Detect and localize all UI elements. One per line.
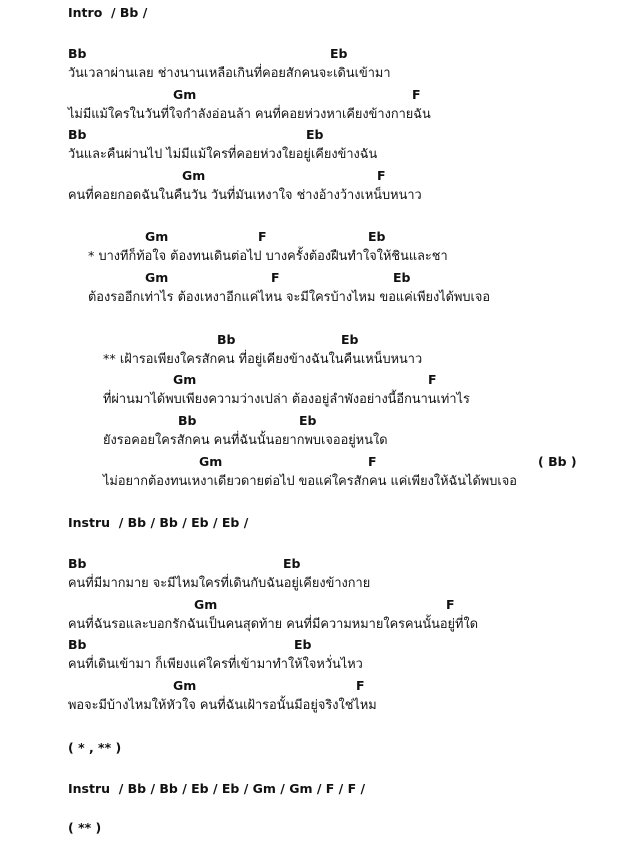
lyric-line: คนที่มีมากมาย จะมีไหมใครที่เดินกับฉันอยู่เคียงข้างกาย <box>68 576 371 591</box>
lyric-line: ยังรอคอยใครสักคน คนที่ฉันนั้นอยากพบเจออยู่หนใด <box>103 433 388 448</box>
chord: Eb <box>393 270 411 285</box>
chord: Eb <box>299 413 317 428</box>
lyric-line: คนที่เดินเข้ามา ก็เพียงแค่ใครที่เข้ามาทำให้ใจหวั่นไหว <box>68 657 363 672</box>
chord: F <box>412 87 421 102</box>
chord: Gm <box>145 270 169 285</box>
chord: Bb <box>68 127 87 142</box>
chord: Bb <box>217 332 236 347</box>
chord: Eb <box>306 127 324 142</box>
chord: F <box>446 597 455 612</box>
chord: ( Bb ) <box>538 454 577 469</box>
lyric-line: ไม่มีแม้ใครในวันที่ใจกำลังอ่อนล้า คนที่คอยห่วงหาเคียงข้างกายฉัน <box>68 107 431 122</box>
chord: Gm <box>194 597 218 612</box>
chord: Eb <box>330 46 348 61</box>
chord: F <box>377 168 386 183</box>
lyric-line: ** เฝ้ารอเพียงใครสักคน ที่อยู่เคียงข้างฉันในคืนเหน็บหนาว <box>103 352 423 367</box>
chord: Bb <box>68 556 87 571</box>
chord: Gm <box>173 87 197 102</box>
chord: Gm <box>173 372 197 387</box>
lyric-line: ที่ผ่านมาได้พบเพียงความว่างเปล่า ต้องอยู่ลำพังอย่างนี้อีกนานเท่าไร <box>103 392 470 407</box>
intro-line: Intro / Bb / <box>68 5 148 20</box>
chord: Gm <box>145 229 169 244</box>
chord: Eb <box>294 637 312 652</box>
chord: Eb <box>283 556 301 571</box>
chord: Gm <box>173 678 197 693</box>
chord: Bb <box>68 46 87 61</box>
instrumental-line: Instru / Bb / Bb / Eb / Eb / <box>68 515 249 530</box>
lyric-line: คนที่ฉันรอและบอกรักฉันเป็นคนสุดท้าย คนที่มีความหมายใครคนนั้นอยู่ที่ใด <box>68 617 478 632</box>
chord: F <box>368 454 377 469</box>
lyric-line: พอจะมีบ้างไหมให้หัวใจ คนที่ฉันเฝ้ารอนั้นมีอยู่จริงใช่ไหม <box>68 698 377 713</box>
lyric-line: ไม่อยากต้องทนเหงาเดียวดายต่อไป ขอแค่ใครสักคน แค่เพียงให้ฉันได้พบเจอ <box>103 474 517 489</box>
lyric-line: วันและคืนผ่านไป ไม่มีแม้ใครที่คอยห่วงใยอยู่เคียงข้างฉัน <box>68 147 378 162</box>
chord: Bb <box>68 637 87 652</box>
chord: F <box>428 372 437 387</box>
lyric-line: ต้องรออีกเท่าไร ต้องเหงาอีกแค่ไหน จะมีใครบ้างไหม ขอแค่เพียงได้พบเจอ <box>88 290 491 305</box>
chord: Bb <box>178 413 197 428</box>
lyric-line: * บางทีก็ท้อใจ ต้องทนเดินต่อไป บางครั้งต้องฝืนทำใจให้ชินและชา <box>88 249 448 264</box>
lyric-line: คนที่คอยกอดฉันในคืนวัน วันที่มันเหงาใจ ช่างอ้างว้างเหน็บหนาว <box>68 188 422 203</box>
repeat-marker: ( * , ** ) <box>68 740 122 755</box>
repeat-marker: ( ** ) <box>68 820 102 835</box>
chord: Gm <box>199 454 223 469</box>
lyric-line: วันเวลาผ่านเลย ช่างนานเหลือเกินที่คอยสักคนจะเดินเข้ามา <box>68 66 391 81</box>
instrumental-line: Instru / Bb / Bb / Eb / Eb / Gm / Gm / F / F / <box>68 781 366 796</box>
chord: Eb <box>341 332 359 347</box>
chord: Eb <box>368 229 386 244</box>
chord: F <box>271 270 280 285</box>
chord: F <box>258 229 267 244</box>
chord: Gm <box>182 168 206 183</box>
chord: F <box>356 678 365 693</box>
